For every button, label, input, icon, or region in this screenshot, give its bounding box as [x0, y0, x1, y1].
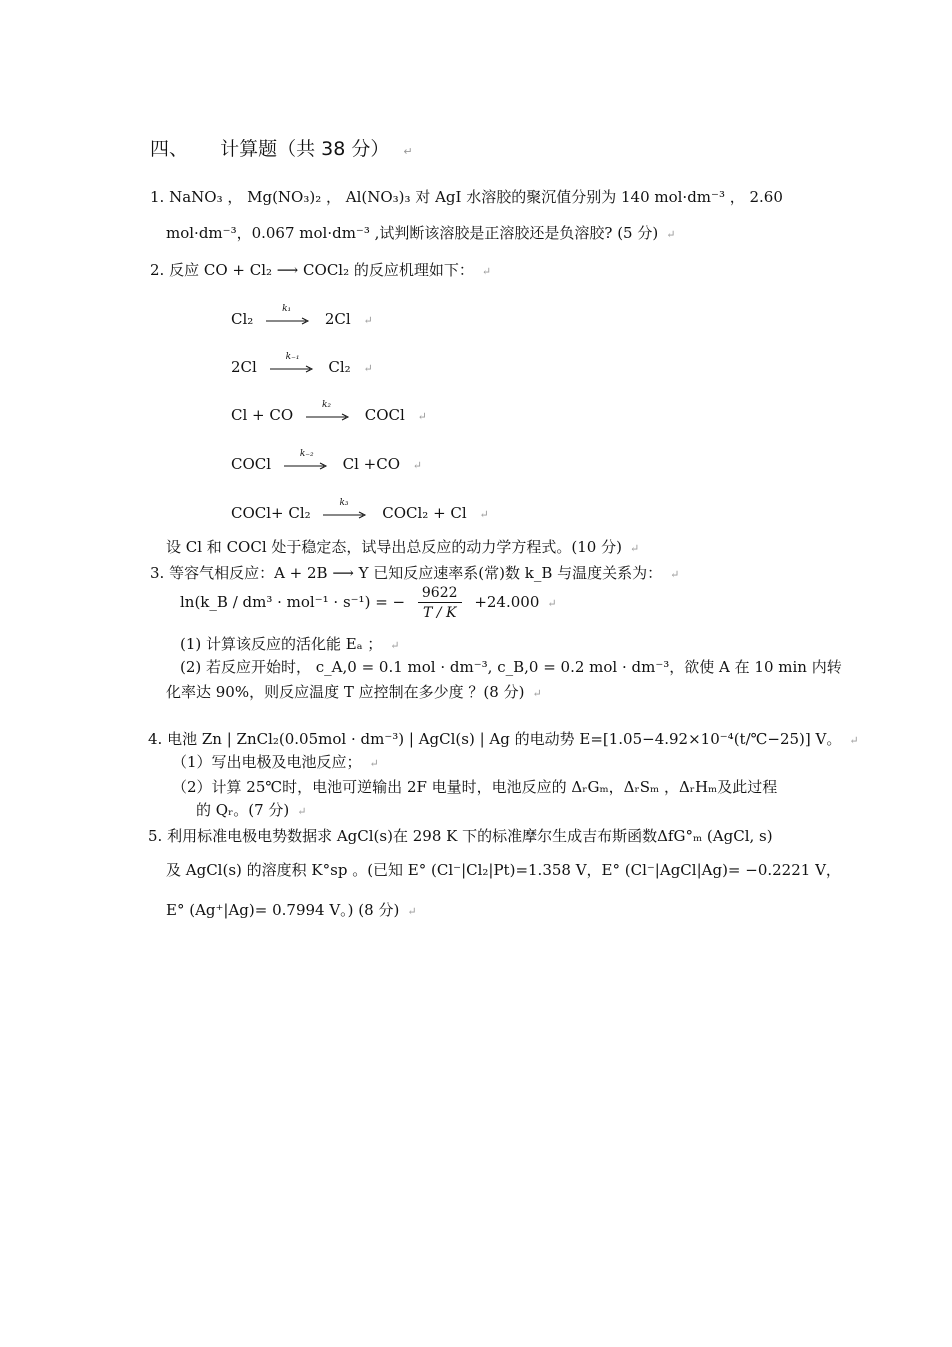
rate-constant: k₂: [321, 400, 331, 410]
mechanism-step-3: [231, 400, 427, 424]
q4-part1-text: （1）写出电极及电池反应；: [172, 753, 362, 771]
q3-equation: [180, 586, 557, 620]
fraction-numerator: 9622: [418, 586, 462, 603]
q2-task: [166, 540, 639, 555]
step-product: COCl₂ + Cl: [382, 504, 467, 522]
step-reactant: 2Cl: [231, 358, 257, 376]
q3-intro-text: 3. 等容气相反应：A + 2B ⟶ Y 已知反应速率系(常)数 k_B 与温度关系为：: [150, 564, 663, 582]
rate-constant: k₋₁: [285, 352, 300, 362]
paragraph-mark: ↵: [666, 228, 676, 241]
q2-intro: [150, 263, 491, 278]
mechanism-step-5: [231, 498, 489, 522]
section-heading: [150, 140, 413, 159]
step-product: 2Cl: [324, 310, 351, 328]
paragraph-mark: ↵: [532, 687, 542, 700]
q3-part2-cont: [166, 685, 542, 700]
step-reactant: COCl+ Cl₂: [231, 504, 311, 522]
reaction-arrow-icon: [323, 498, 369, 521]
paragraph-mark: ↵: [629, 542, 640, 555]
step-product: Cl₂: [328, 358, 351, 376]
paragraph-mark: ↵: [670, 568, 680, 581]
mechanism-step-1: [231, 304, 373, 328]
paragraph-mark: ↵: [407, 905, 417, 918]
rate-constant: k₁: [282, 304, 292, 314]
paragraph-mark: ↵: [417, 410, 427, 423]
paragraph-mark: ↵: [363, 314, 373, 327]
q5-line2: 及 AgCl(s) 的溶度积 K°sp 。(已知 E° (Cl⁻|Cl₂|Pt)=1.358 V，E° (Cl⁻|AgCl|Ag)= −0.2221 V，: [166, 861, 841, 879]
q3-part1: [180, 637, 400, 652]
rate-constant: k₋₂: [299, 449, 314, 459]
paragraph-mark: ↵: [297, 805, 307, 818]
paragraph-mark: ↵: [390, 639, 400, 652]
q4-line1: [148, 732, 859, 747]
paragraph-mark: ↵: [479, 508, 489, 521]
paragraph-mark: ↵: [547, 597, 557, 610]
paragraph-mark: ↵: [481, 265, 492, 278]
mechanism-step-2: [231, 352, 373, 376]
q3-part2: (2) 若反应开始时， c_A,0 = 0.1 mol · dm⁻³, c_B,0 = 0.2 mol · dm⁻³，欲使 A 在 10 min 内转: [180, 658, 842, 676]
q1-line1: 1. NaNO₃ ， Mg(NO₃)₂ ， Al(NO₃)₃ 对 AgI 水溶胶的聚沉值分别为 140 mol·dm⁻³ ， 2.60: [150, 188, 783, 206]
fraction-denominator: T / K: [423, 605, 457, 621]
paragraph-mark: ↵: [369, 757, 379, 770]
paragraph-mark: ↵: [412, 459, 423, 472]
section-title: 计算题（共 38 分）: [220, 138, 390, 160]
q3-part1-text: (1) 计算该反应的活化能 Eₐ ；: [180, 635, 383, 653]
q3-intro: [150, 566, 679, 581]
q3-part2-cont-text: 化率达 90%，则反应温度 T 应控制在多少度 ？(8 分): [166, 683, 525, 701]
reaction-arrow-icon: [266, 304, 312, 327]
step-reactant: Cl₂: [231, 310, 254, 328]
step-reactant: Cl + CO: [231, 406, 294, 424]
step-reactant: COCl: [231, 455, 272, 473]
section-number: 四、: [150, 138, 189, 160]
paragraph-mark: ↵: [849, 734, 859, 747]
step-product: Cl +CO: [342, 455, 401, 473]
q1-line2-text: mol·dm⁻³，0.067 mol·dm⁻³ ,试判断该溶胶是正溶胶还是负溶胶? (5 分): [166, 224, 659, 242]
q5-line3: [166, 903, 417, 918]
reaction-arrow-icon: [270, 352, 316, 375]
q4-part2-cont-text: 的 Qᵣ。(7 分): [196, 801, 290, 819]
rate-constant: k₃: [339, 498, 349, 508]
q1-line2: [166, 226, 675, 241]
equation-right: +24.000: [474, 593, 540, 611]
q2-task-text: 设 Cl 和 COCl 处于稳定态，试导出总反应的动力学方程式。(10 分): [166, 538, 622, 556]
equation-fraction: [418, 586, 462, 620]
reaction-arrow-icon: [306, 400, 352, 423]
q5-line1: 5. 利用标准电极电势数据求 AgCl(s)在 298 K 下的标准摩尔生成吉布斯函数ΔfG°ₘ (AgCl, s): [148, 827, 773, 845]
q4-part2: （2）计算 25℃时，电池可逆输出 2F 电量时，电池反应的 ΔᵣGₘ，ΔᵣSₘ ，ΔᵣHₘ及此过程: [172, 778, 778, 796]
step-product: COCl: [364, 406, 405, 424]
mechanism-step-4: [231, 449, 423, 473]
q2-intro-text: 2. 反应 CO + Cl₂ ⟶ COCl₂ 的反应机理如下：: [150, 261, 474, 279]
reaction-arrow-icon: [284, 449, 330, 472]
paragraph-mark: ↵: [363, 362, 373, 375]
q4-part1: [172, 755, 379, 770]
equation-left: ln(k_B / dm³ · mol⁻¹ · s⁻¹) = −: [180, 593, 406, 611]
q5-line3-text: E° (Ag⁺|Ag)= 0.7994 V。) (8 分): [166, 901, 400, 919]
paragraph-mark: ↵: [403, 145, 413, 158]
q4-part2-cont: [196, 803, 307, 818]
q4-line1-text: 4. 电池 Zn | ZnCl₂(0.05mol · dm⁻³) | AgCl(s) | Ag 的电动势 E=[1.05−4.92×10⁻⁴(t/℃−25)] V。: [148, 730, 842, 748]
